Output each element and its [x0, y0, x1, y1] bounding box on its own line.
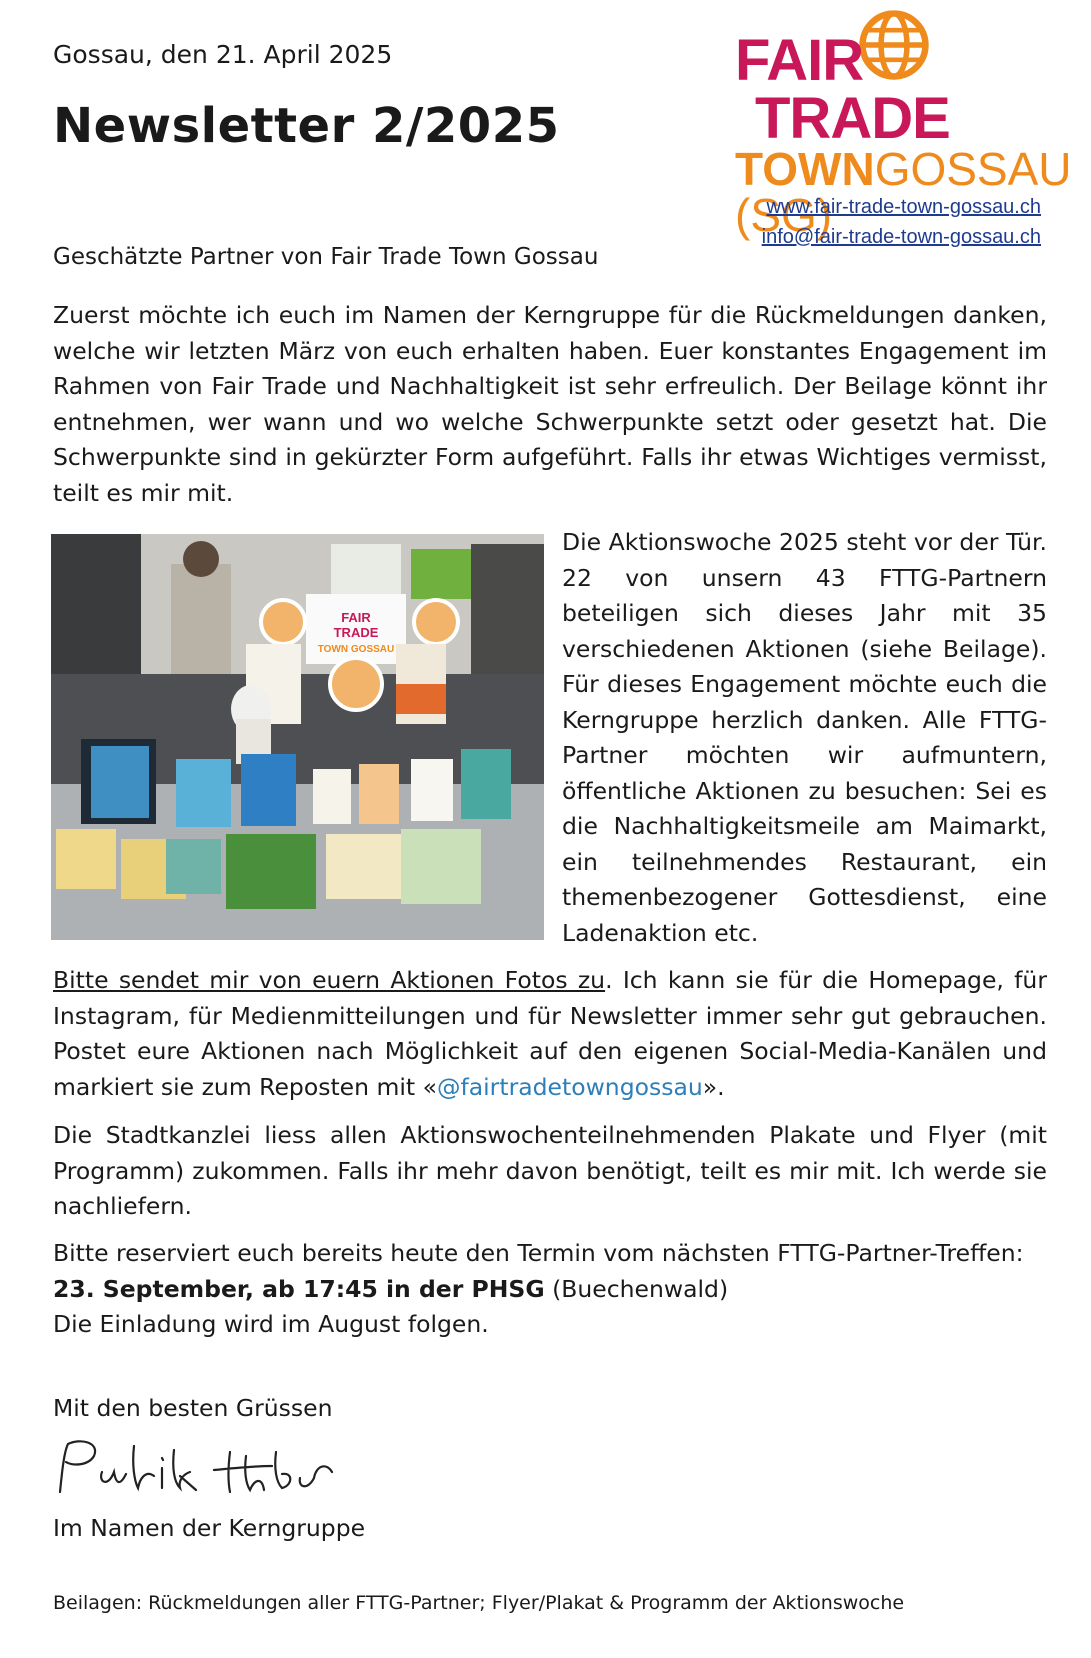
logo-town: TOWN [735, 143, 875, 195]
meeting-intro: Bitte reserviert euch bereits heute den Termin vom nächsten FTTG-Partner-Treffen: [53, 1239, 1024, 1267]
paragraph-thanks: Zuerst möchte ich euch im Namen der Kerngruppe für die Rückmeldungen danken, welche wir letzten März von euch erhalten haben. Euer konstantes Engagement im Rahmen von Fair Trade und Nachhaltigkeit ist sehr erfreulich. Der Beilage könnt ihr entnehmen, wer wann und wo welche Schwerpunkte setzt oder gesetzt hat. Die Schwerpunkte sind in gekürzter Form aufgeführt. Falls ihr etwas Wichtiges vermisst, teilt es mir mit. [53, 301, 1047, 507]
logo-gossau: GOSSAU (SG) [735, 143, 1072, 241]
closing-team: Im Namen der Kerngruppe [53, 1514, 366, 1542]
paragraph-action-week: Die Aktionswoche 2025 steht vor der Tür. 22 von unsern 43 FTTG-Partnern beteiligen sich dieses Jahr mit 35 verschiedenen Aktionen (siehe Beilage). Für dieses Engagement möchte euch die Kerngruppe herzlich danken. Alle FTTG-Partner möchten wir aufmuntern, öffentliche Aktionen zu besuchen: Sei es die Nachhaltigkeitsmeile am Maimarkt, ein teilnehmendes Restaurant, ein themenbezogener Gottesdienst, eine Ladenaktion etc. [562, 528, 1047, 947]
newsletter-title: Newsletter 2/2025 [53, 98, 560, 154]
meeting-invitation: Die Einladung wird im August folgen. [53, 1310, 489, 1338]
photos-request-end: ». [702, 1072, 725, 1101]
email-link[interactable]: info@fair-trade-town-gossau.ch [761, 226, 1041, 248]
logo-trade: TRADE [755, 86, 950, 151]
paragraph-posters: Die Stadtkanzlei liess allen Aktionswochenteilnehmenden Plakate und Flyer (mit Programm) zukommen. Falls ihr mehr davon benötigt, teilt es mir mit. Ich werde sie nachliefern. [53, 1121, 1047, 1220]
library-book-display-photo [51, 534, 544, 940]
contact-links [762, 192, 1041, 252]
photo-sign-town: TOWN GOSSAU [317, 644, 395, 655]
meeting-place: (Buechenwald) [544, 1274, 729, 1303]
website-link[interactable]: www.fair-trade-town-gossau.ch [766, 196, 1041, 218]
paragraph-meeting [53, 1236, 1047, 1343]
logo-fair: FAIR [735, 28, 864, 93]
letter-date: Gossau, den 21. April 2025 [53, 40, 393, 69]
photos-request-underlined: Bitte sendet mir von euern Aktionen Fotos zu [53, 966, 606, 994]
greeting: Geschätzte Partner von Fair Trade Town Gossau [53, 244, 599, 270]
meeting-date-line [53, 1272, 1047, 1308]
meeting-date: 23. September, ab 17:45 in der PHSG [53, 1274, 545, 1303]
photos-request-text: . Ich kann sie für die Homepage, für Instagram, für Medienmitteilungen und für Newsletter immer sehr gut gebrauchen. Postet eure Aktionen nach Möglichkeit auf den eigenen Social-Media-Kanälen und markiert sie zum Reposten mit « [53, 966, 1047, 1101]
closing-regards: Mit den besten Grüssen [53, 1394, 333, 1422]
handwritten-signature [50, 1432, 340, 1512]
enclosures-note: Beilagen: Rückmeldungen aller FTTG-Partner; Flyer/Plakat & Programm der Aktionswoche [53, 1592, 905, 1614]
photo-sign-trade: TRADE [333, 625, 379, 640]
paragraph-photos-request [53, 963, 1047, 1105]
instagram-handle-link[interactable]: @fairtradetowngossau [436, 1072, 703, 1101]
globe-icon [857, 8, 931, 82]
photo-sign-fair: FAIR [341, 610, 371, 625]
